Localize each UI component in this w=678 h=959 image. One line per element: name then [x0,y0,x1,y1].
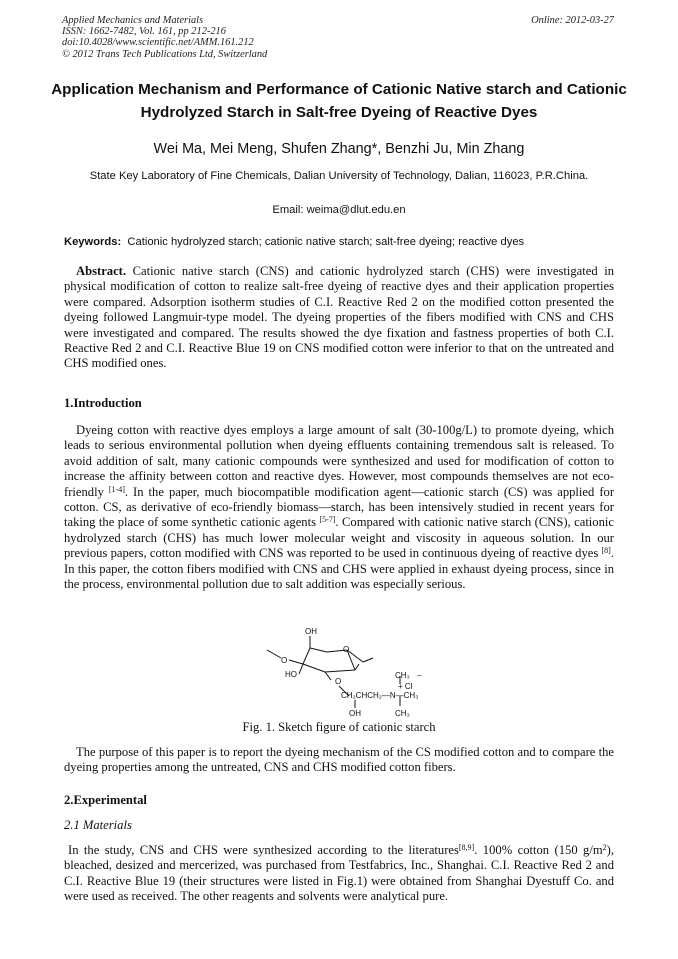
paper-title: Application Mechanism and Performance of Cationic Native starch and Cationic Hydrolyzed Starch in Salt-free Dyeing of Reactive Dyes [51,81,627,121]
abstract-label: Abstract. [76,264,127,278]
ref-5-7[interactable]: [5-7] [319,515,336,525]
online-date: Online: 2012-03-27 [531,15,614,26]
ref-8[interactable]: [8] [601,546,611,556]
intro-paragraph [64,423,614,592]
label-ring-o: O [343,645,350,654]
label-oh-top: OH [305,627,317,636]
journal-header [62,15,267,60]
keywords-label: Keywords: [64,236,122,248]
email-line: Email: weima@dlut.edu.en [272,204,406,216]
purpose-text: The purpose of this paper is to report the dyeing mechanism of the CS modified cotton and to compare the dyeing properties among the untreated, CNS and CHS modified cotton fibers. [64,745,614,775]
label-minus: − [417,671,422,680]
label-ch3-bottom: CH₃ [395,709,410,718]
intro-text-2: . In the paper, much biocompatible modification agent—cationic starch (CS) was applied for cotton. CS, as derivative of eco-friendly biomass—starch, has been intensively studied in recent years for taking the place of some synthetic cationic agents [64,484,615,530]
ref-1-4[interactable]: [1-4] [108,484,125,494]
label-ch3-top: CH₃ [395,671,410,680]
materials-text-2: . 100% cotton (150 g/m [474,843,603,857]
materials-paragraph [64,843,614,905]
abstract-text: Cationic native starch (CNS) and cationic hydrolyzed starch (CHS) were investigated in physical modification of cotton to realize salt-free dyeing of reactive dyes and their application properties were compared. Adsorption isotherm studies of C.I. Reactive Red 2 on the modified cotton presented the dyeing followed Langmuir-type model. The dyeing properties of the fibers modified with CNS and CHS were investigated and compared. The results showed the dye fixation and fastness properties of both C.I. Reactive Red 2 and C.I. Reactive Blue 19 on CNS modified cotton were inferior to that on the untreated and CHS modified ones. [64,264,614,371]
unit-superscript: 2 [602,843,607,852]
doi-line: doi:10.4028/www.scientific.net/AMM.161.212 [62,37,254,49]
keywords [64,236,624,248]
label-oh-bottom: OH [349,709,361,718]
copyright-line: © 2012 Trans Tech Publications Ltd, Switzerland [62,48,268,60]
intro-heading: 1.Introduction [64,396,142,410]
label-o-sub: O [335,677,342,686]
issn-line: ISSN: 1662-7482, Vol. 161, pp 212-216 [62,26,226,38]
abstract [64,264,614,372]
materials-heading: 2.1 Materials [64,818,132,832]
intro-text-4: . In this paper, the cotton fibers modified with CNS and CHS were applied in exhaust dyeing process, since in the process, environmental pollution due to salt addition was especially serious. [64,546,614,592]
cationic-starch-structure [255,622,435,722]
author-list: Wei Ma, Mei Meng, Shufen Zhang*, Benzhi Ju, Min Zhang [153,141,525,157]
label-chain: CH₂CHCH₂—N—CH₃ [341,691,419,700]
affiliation: State Key Laboratory of Fine Chemicals, Dalian University of Technology, Dalian, 116023, P.R.China. [89,170,589,182]
figure-caption: Fig. 1. Sketch figure of cationic starch [242,720,436,734]
materials-text-3: ), bleached, desized and mercerized, was purchased from Testfabrics, Inc., Shanghai. C.I. Reactive Red 2 and C.I. Reactive Blue 19 (their structures were listed in Fig.1) were obtained from Shanghai Dyestuff Co. and were used as received. The other reagents and solvents were analytical pure. [64,843,614,904]
intro-text-1: Dyeing cotton with reactive dyes employs a large amount of salt (30-100g/L) to promote dyeing, which leads to serious environmental pollution when dyeing effluents containing tremendous salt is released. To avoid addition of salt, many cationic compounds were synthesized and used for modification of cotton to increase the affinity between cotton and reactive dyes. However, most compounds themselves are not eco-friendly [64,423,614,499]
label-ho: HO [285,670,297,679]
journal-name: Applied Mechanics and Materials [62,15,204,26]
keywords-text: Cationic hydrolyzed starch; cationic native starch; salt-free dyeing; reactive dyes [127,236,525,248]
experimental-heading: 2.Experimental [64,793,147,807]
materials-text-1: In the study, CNS and CHS were synthesized according to the literatures [68,843,459,857]
intro-text-3: . Compared with cationic native starch (CNS), cationic hydrolyzed starch (CHS) has much lower molecular weight and viscosity in aqueous solution. In our previous papers, cotton modified with CNS was reported to be used in continuous dyeing of reactive dyes [64,515,614,561]
label-o-left: O [281,656,288,665]
purpose-paragraph [64,745,614,776]
ref-8-9[interactable]: [8,9] [458,843,475,852]
label-cl: + Cl [398,682,413,691]
